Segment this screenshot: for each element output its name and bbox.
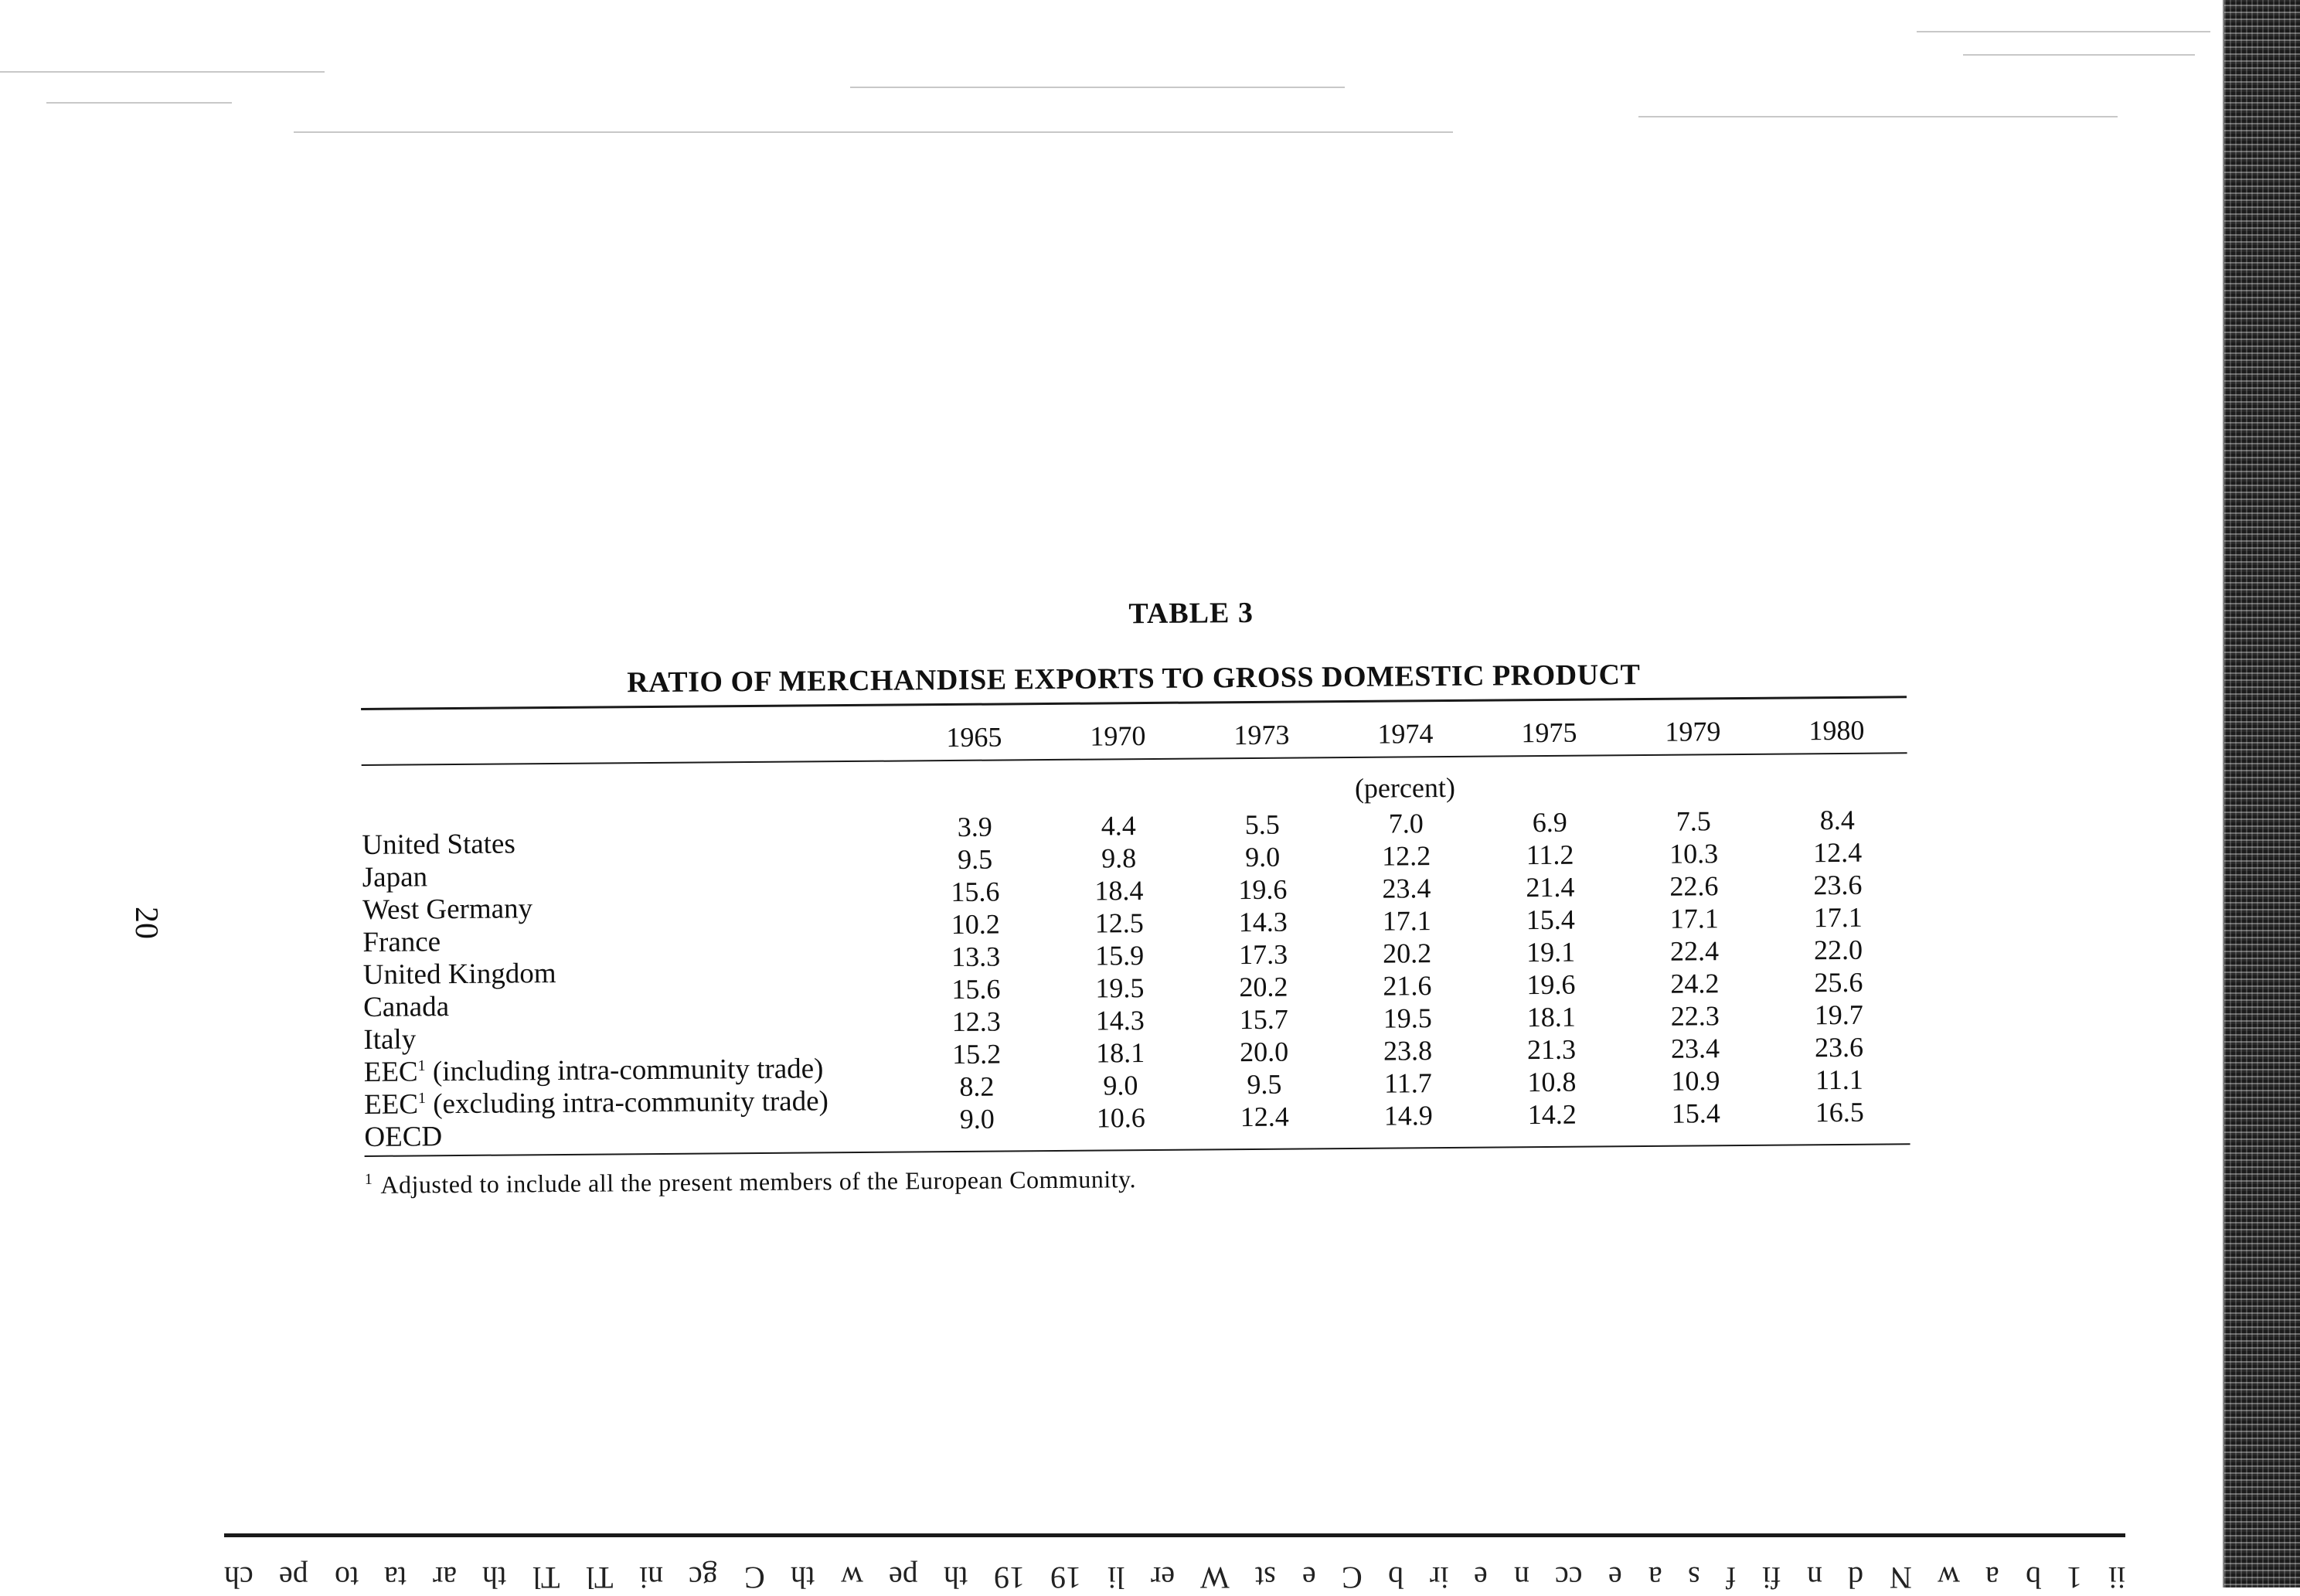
value-cell: 10.8 — [1480, 1065, 1624, 1098]
value-cell: 23.4 — [1335, 872, 1478, 905]
value-cell: 14.3 — [1048, 1004, 1192, 1037]
value-cell: 14.2 — [1480, 1097, 1624, 1131]
value-cell: 15.7 — [1192, 1002, 1335, 1036]
facing-text-fragment: b — [2026, 1542, 2041, 1596]
value-cell: 6.9 — [1478, 805, 1621, 839]
row-label — [362, 921, 903, 958]
footnote-reference: 1 — [418, 1057, 426, 1074]
facing-text-fragment: ch — [224, 1542, 253, 1596]
year-header: 1973 — [1189, 718, 1333, 751]
facing-text-fragment: er — [1151, 1542, 1175, 1596]
facing-text-fragment: e — [1608, 1542, 1622, 1596]
row-label-suffix: (excluding intra-community trade) — [426, 1085, 828, 1120]
row-label — [363, 986, 904, 1023]
scan-artifact — [294, 131, 1453, 133]
scan-artifact — [1963, 54, 2195, 56]
facing-text-fragment: C — [1342, 1542, 1363, 1596]
value-cell: 14.3 — [1191, 905, 1335, 938]
value-cell: 20.2 — [1192, 970, 1335, 1003]
value-cell: 25.6 — [1767, 965, 1910, 999]
value-cell: 20.2 — [1335, 937, 1478, 970]
facing-text-fragment: a — [1648, 1542, 1662, 1596]
value-cell: 22.4 — [1622, 934, 1766, 968]
value-cell: 23.6 — [1767, 1030, 1910, 1063]
value-cell: 9.8 — [1046, 842, 1190, 875]
value-cell: 23.4 — [1623, 1032, 1767, 1065]
scan-artifact — [850, 87, 1345, 88]
value-cell: 12.3 — [904, 1005, 1048, 1038]
value-cell: 4.4 — [1046, 809, 1190, 842]
value-cell: 15.6 — [903, 875, 1047, 908]
row-label — [364, 1116, 905, 1153]
value-cell: 18.1 — [1479, 1000, 1623, 1033]
value-cell: 9.5 — [903, 842, 1046, 876]
value-cell: 17.1 — [1622, 902, 1766, 935]
year-header: 1979 — [1621, 715, 1764, 748]
facing-text-fragment: w — [1938, 1542, 1960, 1596]
row-label — [363, 954, 904, 991]
facing-text-fragment: ni — [639, 1542, 663, 1596]
facing-text-fragment: 19 — [1050, 1542, 1081, 1596]
row-label-suffix: (including intra-community trade) — [425, 1053, 823, 1087]
page-number: 20 — [128, 907, 165, 939]
value-cell: 22.0 — [1766, 933, 1910, 966]
value-cell: 3.9 — [903, 810, 1046, 843]
country-name: EEC — [364, 1056, 418, 1088]
value-cell: 21.3 — [1479, 1033, 1623, 1066]
unit-label: (percent) — [903, 767, 1907, 808]
facing-text-fragment: th — [791, 1542, 815, 1596]
country-name: France — [362, 926, 441, 958]
facing-text-fragment: f — [1726, 1542, 1736, 1596]
facing-text-fragment: st — [1255, 1542, 1276, 1596]
value-cell: 5.5 — [1190, 808, 1334, 841]
facing-text-fragment: fi — [1762, 1542, 1781, 1596]
value-cell: 15.9 — [1047, 939, 1191, 972]
value-cell: 7.5 — [1621, 805, 1765, 838]
value-cell: 24.2 — [1623, 967, 1767, 1000]
country-name: West Germany — [362, 893, 532, 926]
value-cell: 7.0 — [1334, 807, 1478, 840]
facing-text-fragment: C — [744, 1542, 765, 1596]
year-header: 1970 — [1046, 720, 1189, 753]
country-name: Canada — [363, 991, 449, 1023]
value-cell: 10.2 — [903, 907, 1047, 941]
value-cell: 12.2 — [1334, 839, 1478, 873]
value-cell: 10.3 — [1621, 837, 1765, 870]
value-cell: 21.4 — [1478, 870, 1622, 903]
value-cell: 21.6 — [1335, 969, 1479, 1002]
footnote — [365, 1159, 1910, 1200]
value-cell: 18.4 — [1047, 874, 1191, 907]
value-cell: 19.7 — [1767, 998, 1910, 1031]
value-cell: 9.5 — [1193, 1067, 1336, 1101]
value-cell: 8.2 — [905, 1070, 1049, 1103]
year-header: 1965 — [902, 720, 1046, 754]
country-name: Japan — [362, 861, 428, 893]
year-header: 1974 — [1333, 717, 1477, 750]
facing-text-fragment: to — [335, 1542, 359, 1596]
value-cell: 23.6 — [1766, 868, 1910, 901]
country-name: United Kingdom — [363, 958, 556, 991]
facing-text-fragment: d — [1848, 1542, 1863, 1596]
book-binding — [2224, 0, 2300, 1587]
value-cell: 22.6 — [1622, 869, 1766, 903]
facing-text-fragment: ta — [384, 1542, 407, 1596]
value-cell: 18.1 — [1048, 1036, 1192, 1070]
facing-text-fragment: th — [944, 1542, 968, 1596]
value-cell: 15.6 — [904, 972, 1048, 1006]
value-cell: 19.5 — [1335, 1002, 1479, 1035]
row-label — [362, 824, 903, 861]
value-cell: 19.6 — [1191, 873, 1335, 906]
row-label — [364, 1051, 905, 1088]
value-cell: 20.0 — [1192, 1035, 1335, 1068]
scan-artifact — [0, 71, 325, 73]
value-cell: 9.0 — [1049, 1069, 1193, 1102]
facing-text-fragment: n — [1514, 1542, 1529, 1596]
value-cell: 15.2 — [904, 1037, 1048, 1070]
value-cell: 19.6 — [1479, 968, 1623, 1001]
table-title: RATIO OF MERCHANDISE EXPORTS TO GROSS DOMESTIC PRODUCT — [361, 655, 1907, 708]
row-label — [362, 889, 903, 926]
facing-page-text — [224, 1533, 2125, 1596]
value-cell: 10.6 — [1049, 1101, 1193, 1135]
value-cell: 9.0 — [905, 1102, 1049, 1135]
facing-text-fragment: pe — [279, 1542, 308, 1596]
facing-text-fragment: e — [1302, 1542, 1316, 1596]
facing-text-fragment: 1 — [2067, 1542, 2082, 1596]
facing-text-fragment: a — [1985, 1542, 1999, 1596]
facing-text-fragment: ii — [2108, 1542, 2125, 1596]
row-label — [364, 1084, 905, 1121]
value-cell: 17.3 — [1191, 938, 1335, 971]
facing-text-fragment: 19 — [994, 1542, 1025, 1596]
footnote-text: Adjusted to include all the present members of the European Community. — [380, 1165, 1136, 1199]
row-label — [363, 1019, 904, 1056]
country-name: OECD — [364, 1121, 442, 1153]
facing-text-fragment: li — [1107, 1542, 1124, 1596]
country-name: United States — [362, 828, 515, 861]
value-cell: 11.1 — [1768, 1063, 1911, 1096]
facing-text-fragment: b — [1388, 1542, 1403, 1596]
value-cell: 22.3 — [1623, 999, 1767, 1033]
footnote-reference: 1 — [418, 1090, 426, 1107]
value-cell: 11.2 — [1478, 838, 1621, 871]
value-cell: 14.9 — [1336, 1099, 1480, 1132]
facing-text-fragment: ir — [1430, 1542, 1448, 1596]
table-body — [362, 803, 1910, 1140]
value-cell: 13.3 — [903, 940, 1047, 973]
table-number: TABLE 3 — [476, 590, 1906, 645]
value-cell: 12.5 — [1047, 907, 1191, 940]
value-cell: 15.4 — [1478, 903, 1622, 936]
table-container — [360, 590, 1910, 1200]
facing-text-fragment: w — [841, 1542, 863, 1596]
facing-text-fragment: Tl — [586, 1542, 614, 1596]
scan-artifact — [46, 102, 232, 104]
facing-text-fragment: W — [1200, 1542, 1230, 1596]
value-cell: 17.1 — [1335, 904, 1478, 938]
facing-text-fragment: e — [1474, 1542, 1488, 1596]
value-cell: 19.1 — [1478, 935, 1622, 968]
value-cell: 12.4 — [1765, 835, 1909, 869]
value-cell: 19.5 — [1048, 972, 1192, 1005]
year-header: 1980 — [1764, 713, 1908, 747]
facing-text-fragment: s — [1688, 1542, 1700, 1596]
value-cell: 8.4 — [1765, 803, 1909, 836]
value-cell: 10.9 — [1624, 1064, 1768, 1097]
row-label — [362, 856, 903, 893]
country-name: Italy — [363, 1023, 416, 1056]
facing-text-fragment: pe — [889, 1542, 918, 1596]
facing-text-fragment: th — [482, 1542, 506, 1596]
facing-text-fragment: cc — [1555, 1542, 1583, 1596]
value-cell: 16.5 — [1768, 1095, 1911, 1128]
value-cell: 15.4 — [1624, 1097, 1768, 1130]
facing-text-fragment: gc — [689, 1542, 718, 1596]
facing-text-fragment: N — [1890, 1542, 1912, 1596]
value-cell: 17.1 — [1766, 900, 1910, 934]
value-cell: 9.0 — [1190, 840, 1334, 873]
country-name: EEC — [364, 1088, 418, 1121]
value-cell: 12.4 — [1193, 1100, 1336, 1133]
facing-text-fragment: Tl — [532, 1542, 560, 1596]
facing-text-fragment: n — [1807, 1542, 1822, 1596]
scan-artifact — [1638, 116, 2118, 117]
scan-artifact — [1917, 31, 2210, 32]
year-header: 1975 — [1477, 716, 1621, 749]
value-cell: 11.7 — [1336, 1067, 1480, 1100]
facing-text-fragment: ar — [433, 1542, 457, 1596]
header-spacer — [362, 754, 903, 757]
footnote-mark: 1 — [365, 1171, 373, 1188]
value-cell: 23.8 — [1335, 1034, 1479, 1067]
